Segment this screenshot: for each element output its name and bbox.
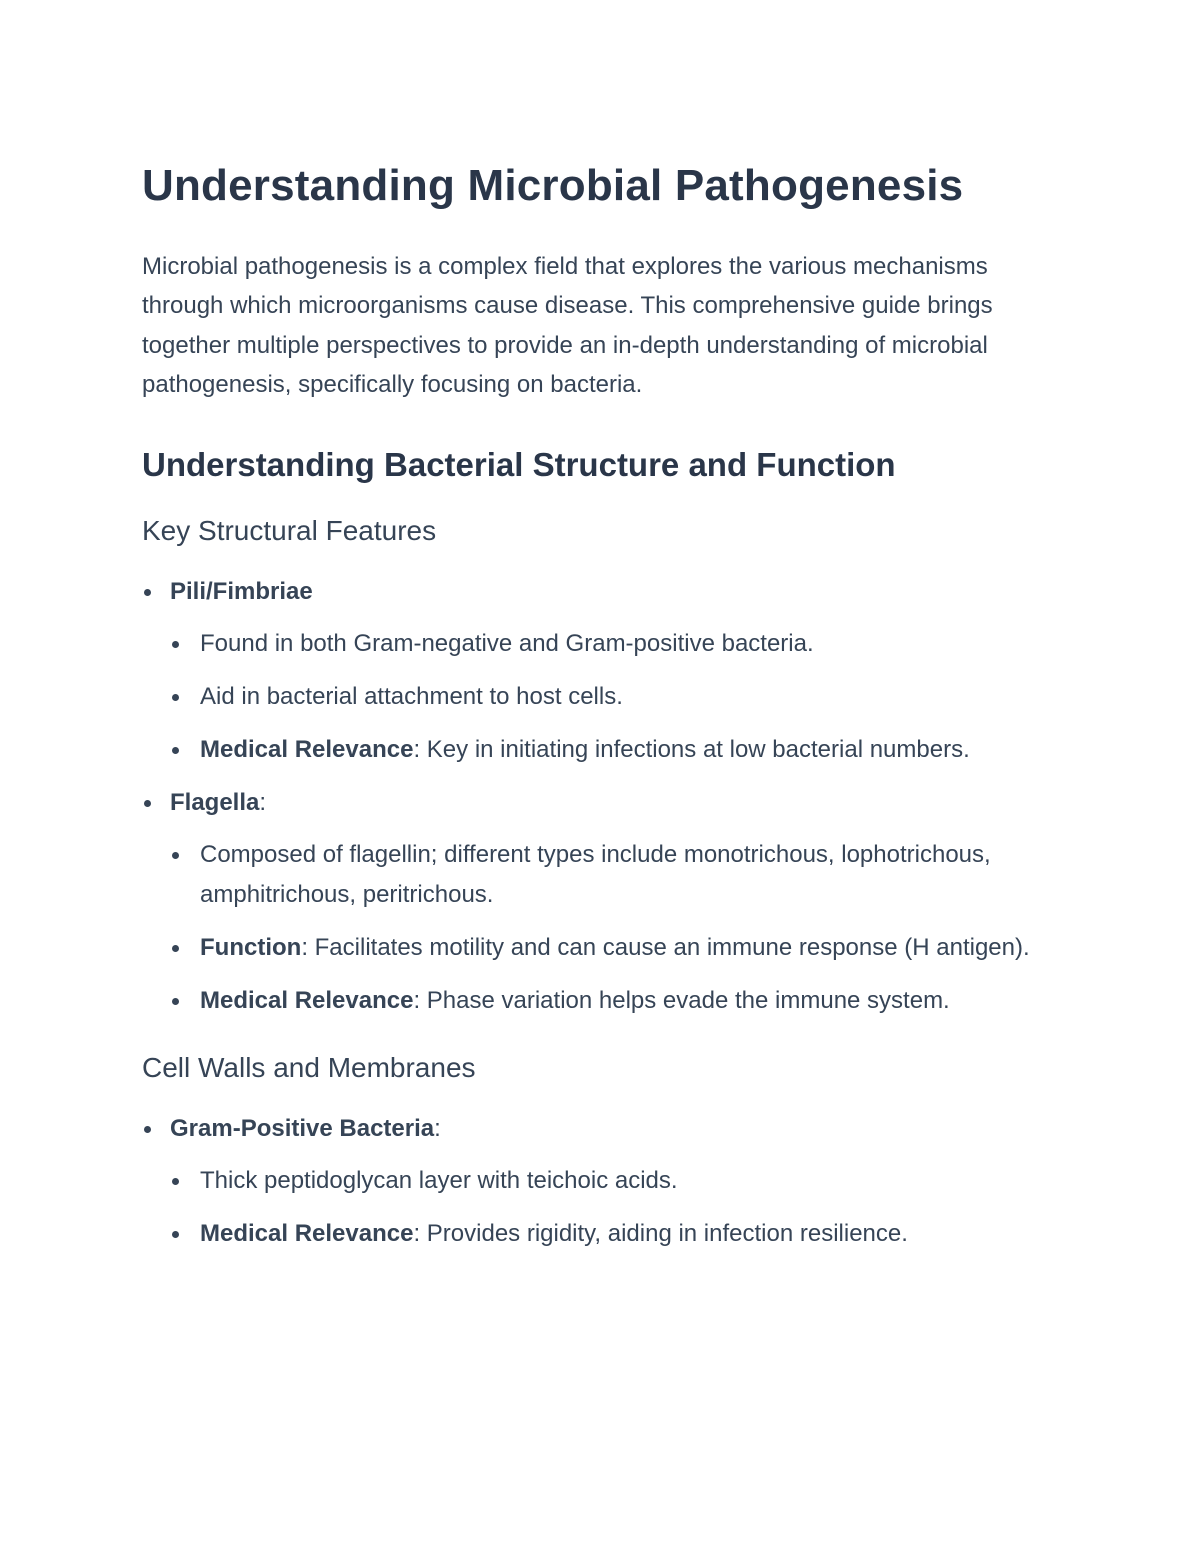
bullet-icon [172, 945, 179, 952]
bullet-icon [172, 1178, 179, 1185]
page-title: Understanding Microbial Pathogenesis [142, 161, 964, 210]
list-item [170, 677, 1072, 717]
list-item-flagella [142, 783, 1072, 1021]
item-label: Flagella [170, 788, 260, 816]
structural-features-list [142, 572, 1072, 1021]
bullet-icon [172, 694, 179, 701]
item-text: Found in both Gram-negative and Gram-positive bacteria. [200, 629, 814, 657]
list-item [170, 730, 1072, 770]
item-text: : Facilitates motility and can cause an immune response (H antigen). [301, 933, 1030, 961]
item-text: Aid in bacterial attachment to host cells. [200, 682, 623, 710]
item-label-suffix: : [259, 788, 267, 816]
list-item [170, 624, 1072, 664]
list-item [170, 928, 1072, 968]
list-item [170, 1161, 1072, 1201]
bullet-icon [144, 1126, 151, 1133]
list-item [170, 1214, 1072, 1254]
section-heading: Understanding Bacterial Structure and Function [142, 445, 896, 483]
gram-positive-details-list [170, 1161, 1072, 1254]
list-item-gram-positive [142, 1109, 1072, 1254]
item-text: : Provides rigidity, aiding in infection resilience. [413, 1219, 908, 1247]
flagella-details-list [170, 835, 1072, 1021]
bullet-icon [144, 800, 151, 807]
list-item [170, 981, 1072, 1021]
item-text: : Phase variation helps evade the immune system. [413, 986, 950, 1014]
item-label-suffix: : [434, 1114, 441, 1142]
pili-details-list [170, 624, 1072, 770]
item-bold-label: Medical Relevance [200, 1219, 414, 1247]
item-bold-label: Medical Relevance [200, 986, 414, 1014]
item-bold-label: Medical Relevance [200, 735, 414, 763]
subsection-heading-structural: Key Structural Features [142, 515, 437, 547]
intro-paragraph: Microbial pathogenesis is a complex field that explores the various mechanisms through which microorganisms cause disease. This comprehensive guide brings together multiple perspectives to provide an in-depth understanding of microbial pathogenesis, specifically focusing on bacteria. [142, 252, 993, 399]
bullet-icon [172, 641, 179, 648]
cell-walls-list [142, 1109, 1072, 1254]
item-label: Pili/Fimbriae [170, 577, 313, 605]
subsection-heading-cell-walls: Cell Walls and Membranes [142, 1051, 476, 1083]
item-bold-label: Function [200, 933, 302, 961]
item-text: Composed of flagellin; different types include monotrichous, lophotrichous, amphitrichous, peritrichous. [200, 840, 991, 908]
document-page [142, 160, 1072, 1267]
list-item [170, 835, 1072, 915]
bullet-icon [172, 1231, 179, 1238]
item-text: Thick peptidoglycan layer with teichoic acids. [200, 1166, 678, 1194]
item-label: Gram-Positive Bacteria [170, 1114, 435, 1142]
list-item-pili [142, 572, 1072, 770]
bullet-icon [172, 852, 179, 859]
bullet-icon [172, 998, 179, 1005]
item-text: : Key in initiating infections at low bacterial numbers. [413, 735, 970, 763]
bullet-icon [144, 589, 151, 596]
bullet-icon [172, 747, 179, 754]
